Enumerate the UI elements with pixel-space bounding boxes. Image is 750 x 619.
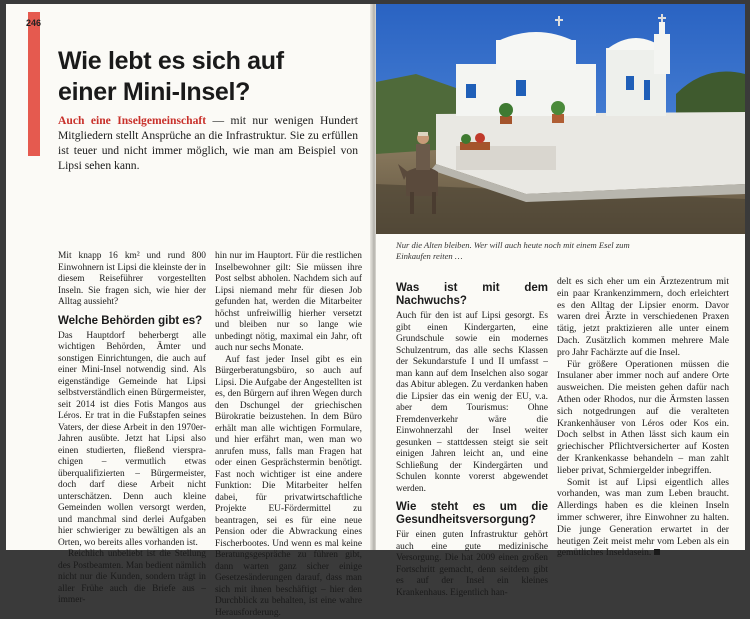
accent-bar — [28, 12, 40, 156]
intro-text: — mit nur wenigen Hundert Mitgliedern stellt Ansprüche an die Infrastruktur. Sie zu erfüllen ist teuer und nicht immer möglich, wie man am Beispiel von Lipsi sehen kann. — [58, 114, 358, 172]
paragraph: Auch für den ist auf Lipsi gesorgt. Es gibt einen Kindergarten, eine Grundschule sowie ein modernes Schulzentrum, das alle sechs Klassen der Sekundarstufe I und II umfasst – man kann auf dem Inselchen also sogar das Abitur ablegen. Zu verdanken haben die Lipsier das ein wenig der EU, v.a. aber dem Tourismus: Ohne Fremdenverkehr wäre die Einwohnerzahl der Insel weiter gesunken – stattdessen steigt sie seit einigen Jahren leicht an, und eine Schließung der Kindergärten und Schulen konnte vorerst abgewendet werden. — [396, 311, 548, 495]
paragraph: Auf fast jeder Insel gibt es ein Bürgerberatungsbüro, so auch auf Lipsi. Die Aufgabe der Angestellten ist es, den Bürgern auf ihren Wegen durch den Dschungel der griechischen Bürokratie beizustehen. In dem Büro erhält man alle wichtigen Formulare, und hier erfährt man, wen man wo anrufen muss, falls man Fragen hat oder einen Gesprächstermin benötigt. Fast noch wichtiger ist eine andere Funktion: Die Mitarbeiter helfen dabei, für privatwirtschaftliche Projekte EU-Fördermittel zu beantragen, sei es für eine neue Pension oder die Abwrackung eines Fischerbootes. Und wenn es mal keine Beratungsgespräche zu führen gibt, dann warten ganz sicher einige Gesetzesänderungen darauf, dass man sich mit ihnen beschäftigt – hier den Durchblick zu behalten, ist eine wahre Herausforderung. — [215, 355, 362, 619]
page-number: 246 — [26, 18, 41, 28]
end-of-article-icon — [654, 549, 660, 555]
left-page — [6, 4, 372, 550]
paragraph-text: Somit ist auf Lipsi eigentlich alles vorhanden, was man zum Leben braucht. Allerdings haben es die kleinen Inseln immer schwerer, ihre Einwohner zu halten. Die junge Generation erwartet in der heutigen Zeit meist mehr vom Leben als ein gemütliches Inseldasein. — [557, 477, 729, 559]
section-heading: Welche Behörden gibt es? — [58, 315, 206, 328]
left-column-1 — [58, 251, 206, 607]
paragraph: Für einen guten Infrastruktur gehört auch eine gute medizinische Versorgung. Die hat 2009 einen großen Fortschritt gemacht, denn seitdem gibt es auf der Insel ein kleines Krankenhaus. Eigentlich han- — [396, 530, 548, 599]
paragraph: Das Hauptdorf beherbergt alle wichtigen Behörden, Ämter und sonstigen Einrichtungen, die auch auf einer Mini-Insel notwendig sind. Als eigenständige Gemeinde hat Lipsi selbstverständlich einen Bürgermeister, seit 2014 ist dies Fotis Mangos aus Léros. Er trat in die Fußstapfen seines Vaters, der diese Arbeit in den 1970er-Jahren ausübte. Jetzt hat Lipsi also einen studierten, fließend viersprachigen – vermutlich etwas überqualifizierten – Bürgermeister, doch darf diese Arbeit nicht unterschätzen. Denn auch kleine Gemeinden wollen versorgt werden, und manchmal sind derlei Aufgaben hier schwieriger zu bewältigen als an Orten, wo bereits alles vorhanden ist. — [58, 331, 206, 550]
article-title — [58, 46, 358, 108]
paragraph: Reichlich unbeliebt ist die Stellung des Postbeamten. Man bedient nämlich nicht nur die Kunden, sondern trägt in aller Frühe auch die Briefe aus – immer- — [58, 549, 206, 607]
section-heading: Wie steht es um die Gesundheitsversorgung? — [396, 501, 548, 527]
photo-caption: Nur die Alten bleiben. Wer will auch heute noch mit einem Esel zum Einkaufen reiten … — [396, 240, 636, 262]
final-paragraph — [557, 477, 729, 560]
right-column-2 — [557, 276, 729, 559]
intro-paragraph — [58, 113, 358, 173]
left-column-2 — [215, 251, 362, 619]
paragraph: hin nur im Hauptort. Für die restlichen Inselbewohner gilt: Sie müssen ihre Post selbst abholen. Nachdem sich auf Lipsi niemand mehr für diesen Job gefunden hat, werden die Mitarbeiter höchst unfreiwillig hierher versetzt und bleiben nur so lange wie unbedingt nötig, maximal ein Jahr, oft auch nur sechs Monate. — [215, 251, 362, 355]
title-line-1: Wie lebt es sich auf — [58, 47, 284, 75]
right-page — [376, 4, 745, 550]
paragraph: Mit knapp 16 km² und rund 800 Einwohnern ist Lipsi die kleinste der in diesem Reiseführer vorgestellten Inseln. Sie fragen sich, wie hier der Alltag aussieht? — [58, 251, 206, 309]
title-line-2: einer Mini-Insel? — [58, 78, 250, 106]
right-column-1 — [396, 276, 548, 599]
section-heading: Was ist mit dem Nachwuchs? — [396, 282, 548, 308]
chapel-donkey-photo — [376, 4, 745, 234]
intro-lead: Auch eine Inselgemeinschaft — [58, 114, 206, 127]
photo-illustration — [376, 4, 745, 234]
paragraph: delt es sich eher um ein Ärztezentrum mit ein paar Krankenzimmern, doch erleichtert es den Alltag der Lipsier enorm. Davor waren drei Ärzte in verschiedenen Praxen tätig, jetzt praktizieren alle unter einem Dach. Zusätzlich kommen mehrere Male pro Jahr Fachärzte auf die Insel. — [557, 276, 729, 359]
paragraph: Für größere Operationen müssen die Insulaner aber immer noch auf andere Orte ausweichen. Die meisten gehen dafür nach Athen oder Rhodos, nur die Ärmsten lassen sich notgedrungen auf die veralteten Krankenhäuser von Léros oder Kos ein. Doch selbst in Athen lässt sich kaum ein griechischer Pflichtversicherter auf Kosten der Krankenkasse behandeln – man zahlt lieber privat, Schmiergelder inbegriffen. — [557, 359, 729, 477]
